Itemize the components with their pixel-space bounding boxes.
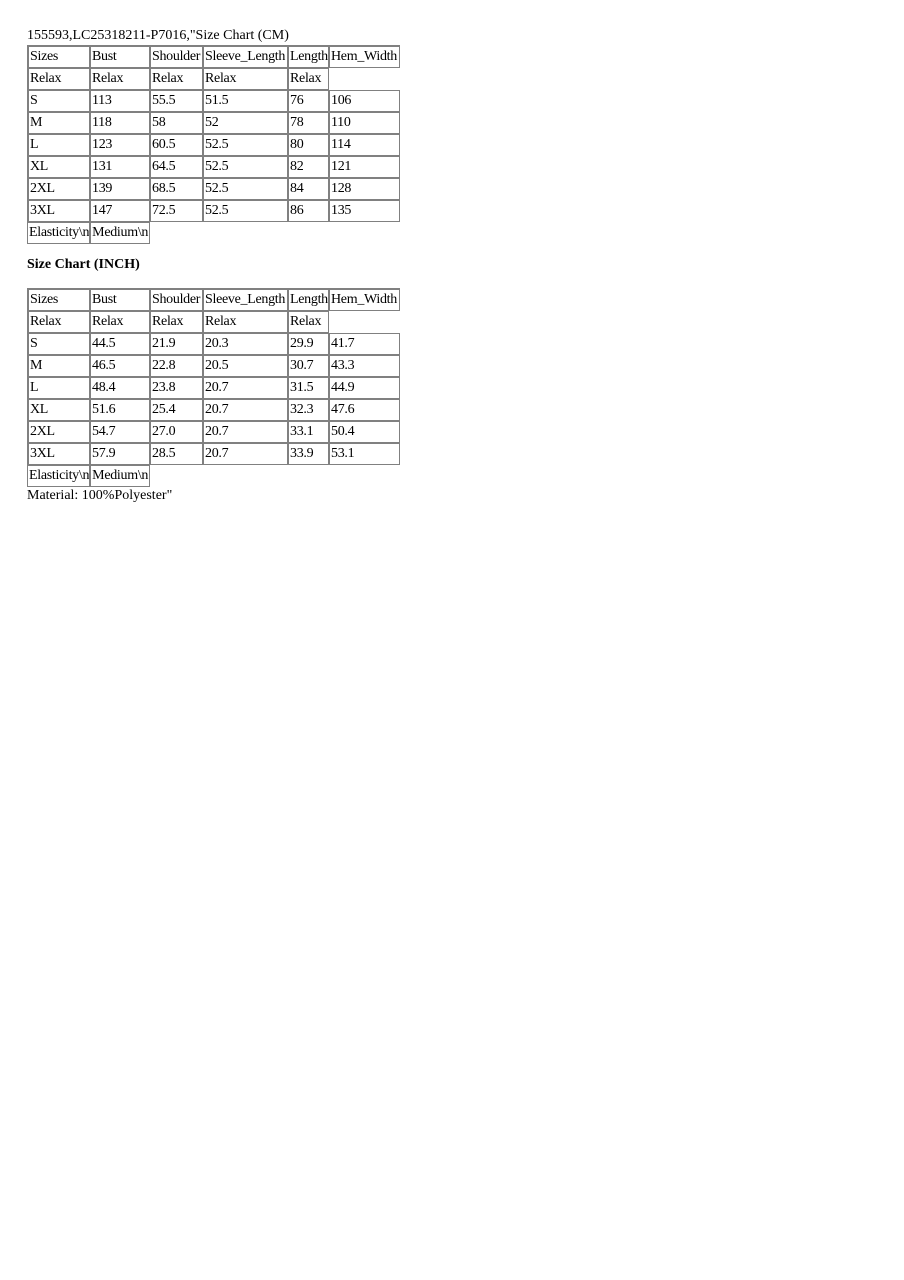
inch-elasticity-table [27, 465, 150, 487]
table-row-cell: 3XL [28, 200, 90, 222]
table-row-cell: 53.1 [329, 443, 400, 465]
table-row [28, 112, 400, 134]
header-row-cell: Sizes [28, 46, 90, 68]
table-row-cell: 3XL [28, 443, 90, 465]
table-row-cell: 57.9 [90, 443, 150, 465]
table-row-cell: 50.4 [329, 421, 400, 443]
table-row-cell: M [28, 112, 90, 134]
table-row-cell: 113 [90, 90, 150, 112]
table-row-cell: 20.3 [203, 333, 288, 355]
table-row-cell: 123 [90, 134, 150, 156]
elasticity-row [27, 222, 150, 244]
fit-row-cell: Relax [288, 311, 329, 333]
header-row-cell: Sizes [28, 289, 90, 311]
table-row-cell: 118 [90, 112, 150, 134]
table-row-cell: 55.5 [150, 90, 203, 112]
table-row-cell: 51.5 [203, 90, 288, 112]
table-row-cell: L [28, 377, 90, 399]
inch-heading: Size Chart (INCH) [27, 257, 140, 272]
table-row-cell: 128 [329, 178, 400, 200]
elasticity-cell: Elasticity\n [27, 465, 90, 487]
table-row-cell: 52.5 [203, 156, 288, 178]
table-row-cell: 84 [288, 178, 329, 200]
header-row-cell: Bust [90, 289, 150, 311]
table-row-cell: 20.7 [203, 421, 288, 443]
table-row-cell: 28.5 [150, 443, 203, 465]
table-row-cell: 54.7 [90, 421, 150, 443]
table-row-cell: 20.7 [203, 377, 288, 399]
table-row-cell: 47.6 [329, 399, 400, 421]
fit-row-cell [329, 311, 400, 333]
table-row-cell: 20.7 [203, 399, 288, 421]
table-row-cell: 21.9 [150, 333, 203, 355]
elasticity-row [27, 465, 150, 487]
table-row-cell: 41.7 [329, 333, 400, 355]
fit-row-cell: Relax [90, 68, 150, 90]
header-row-cell: Shoulder [150, 46, 203, 68]
table-row [28, 200, 400, 222]
table-row-cell: 23.8 [150, 377, 203, 399]
table-row-cell: 20.5 [203, 355, 288, 377]
table-row [28, 355, 400, 377]
header-row-cell: Hem_Width [329, 46, 400, 68]
table-row-cell: 27.0 [150, 421, 203, 443]
table-row-cell: 114 [329, 134, 400, 156]
table-row-cell: 60.5 [150, 134, 203, 156]
material-line: Material: 100%Polyester" [27, 488, 173, 503]
fit-row-cell: Relax [203, 68, 288, 90]
table-row-cell: 30.7 [288, 355, 329, 377]
cm-elasticity-table [27, 222, 150, 244]
elasticity-cell: Elasticity\n [27, 222, 90, 244]
table-row-cell: 51.6 [90, 399, 150, 421]
table-row-cell: 135 [329, 200, 400, 222]
table-row-cell: 52.5 [203, 178, 288, 200]
fit-row [28, 311, 400, 333]
table-row-cell: 80 [288, 134, 329, 156]
header-row-cell: Bust [90, 46, 150, 68]
table-row-cell: 121 [329, 156, 400, 178]
fit-row [28, 68, 400, 90]
table-row-cell: 48.4 [90, 377, 150, 399]
table-row [28, 443, 400, 465]
size-chart-inch [27, 288, 887, 487]
table-row-cell: 29.9 [288, 333, 329, 355]
size-chart-cm [27, 45, 887, 244]
table-row-cell: 58 [150, 112, 203, 134]
table-row-cell: 131 [90, 156, 150, 178]
table-row-cell: 2XL [28, 178, 90, 200]
table-row-cell: 33.1 [288, 421, 329, 443]
table-row-cell: 78 [288, 112, 329, 134]
table-row-cell: 44.9 [329, 377, 400, 399]
header-row-cell: Length [288, 289, 329, 311]
cm-size-table [27, 45, 400, 222]
table-row [28, 333, 400, 355]
table-row-cell: 72.5 [150, 200, 203, 222]
table-row-cell: 76 [288, 90, 329, 112]
fit-row-cell: Relax [28, 311, 90, 333]
table-row-cell: 82 [288, 156, 329, 178]
fit-row-cell: Relax [150, 311, 203, 333]
table-row-cell: 2XL [28, 421, 90, 443]
table-row-cell: 52.5 [203, 134, 288, 156]
header-line: 155593,LC25318211-P7016,"Size Chart (CM) [27, 28, 289, 43]
table-row [28, 178, 400, 200]
fit-row-cell [329, 68, 400, 90]
fit-row-cell: Relax [150, 68, 203, 90]
table-row-cell: 106 [329, 90, 400, 112]
inch-size-table [27, 288, 400, 465]
table-row-cell: 110 [329, 112, 400, 134]
table-row [28, 399, 400, 421]
document-page [27, 27, 887, 505]
table-row [28, 90, 400, 112]
header-row-cell: Hem_Width [329, 289, 400, 311]
table-row-cell: 86 [288, 200, 329, 222]
table-row-cell: 147 [90, 200, 150, 222]
table-row-cell: 22.8 [150, 355, 203, 377]
table-row [28, 421, 400, 443]
header-row-cell: Length [288, 46, 329, 68]
table-row-cell: 52.5 [203, 200, 288, 222]
header-row-cell: Shoulder [150, 289, 203, 311]
table-row-cell: 25.4 [150, 399, 203, 421]
table-row-cell: XL [28, 399, 90, 421]
table-row-cell: 68.5 [150, 178, 203, 200]
table-row-cell: M [28, 355, 90, 377]
header-row [28, 46, 400, 68]
table-row-cell: 52 [203, 112, 288, 134]
table-row-cell: 44.5 [90, 333, 150, 355]
header-row [28, 289, 400, 311]
table-row-cell: 139 [90, 178, 150, 200]
table-row-cell: 31.5 [288, 377, 329, 399]
table-row-cell: 64.5 [150, 156, 203, 178]
table-row [28, 156, 400, 178]
elasticity-cell: Medium\n [90, 465, 150, 487]
elasticity-cell: Medium\n [90, 222, 150, 244]
table-row-cell: 32.3 [288, 399, 329, 421]
table-row [28, 377, 400, 399]
table-row [28, 134, 400, 156]
header-row-cell: Sleeve_Length [203, 289, 288, 311]
header-row-cell: Sleeve_Length [203, 46, 288, 68]
table-row-cell: 43.3 [329, 355, 400, 377]
fit-row-cell: Relax [288, 68, 329, 90]
table-row-cell: S [28, 90, 90, 112]
fit-row-cell: Relax [28, 68, 90, 90]
fit-row-cell: Relax [203, 311, 288, 333]
table-row-cell: 46.5 [90, 355, 150, 377]
table-row-cell: 33.9 [288, 443, 329, 465]
table-row-cell: S [28, 333, 90, 355]
fit-row-cell: Relax [90, 311, 150, 333]
table-row-cell: XL [28, 156, 90, 178]
table-row-cell: L [28, 134, 90, 156]
table-row-cell: 20.7 [203, 443, 288, 465]
